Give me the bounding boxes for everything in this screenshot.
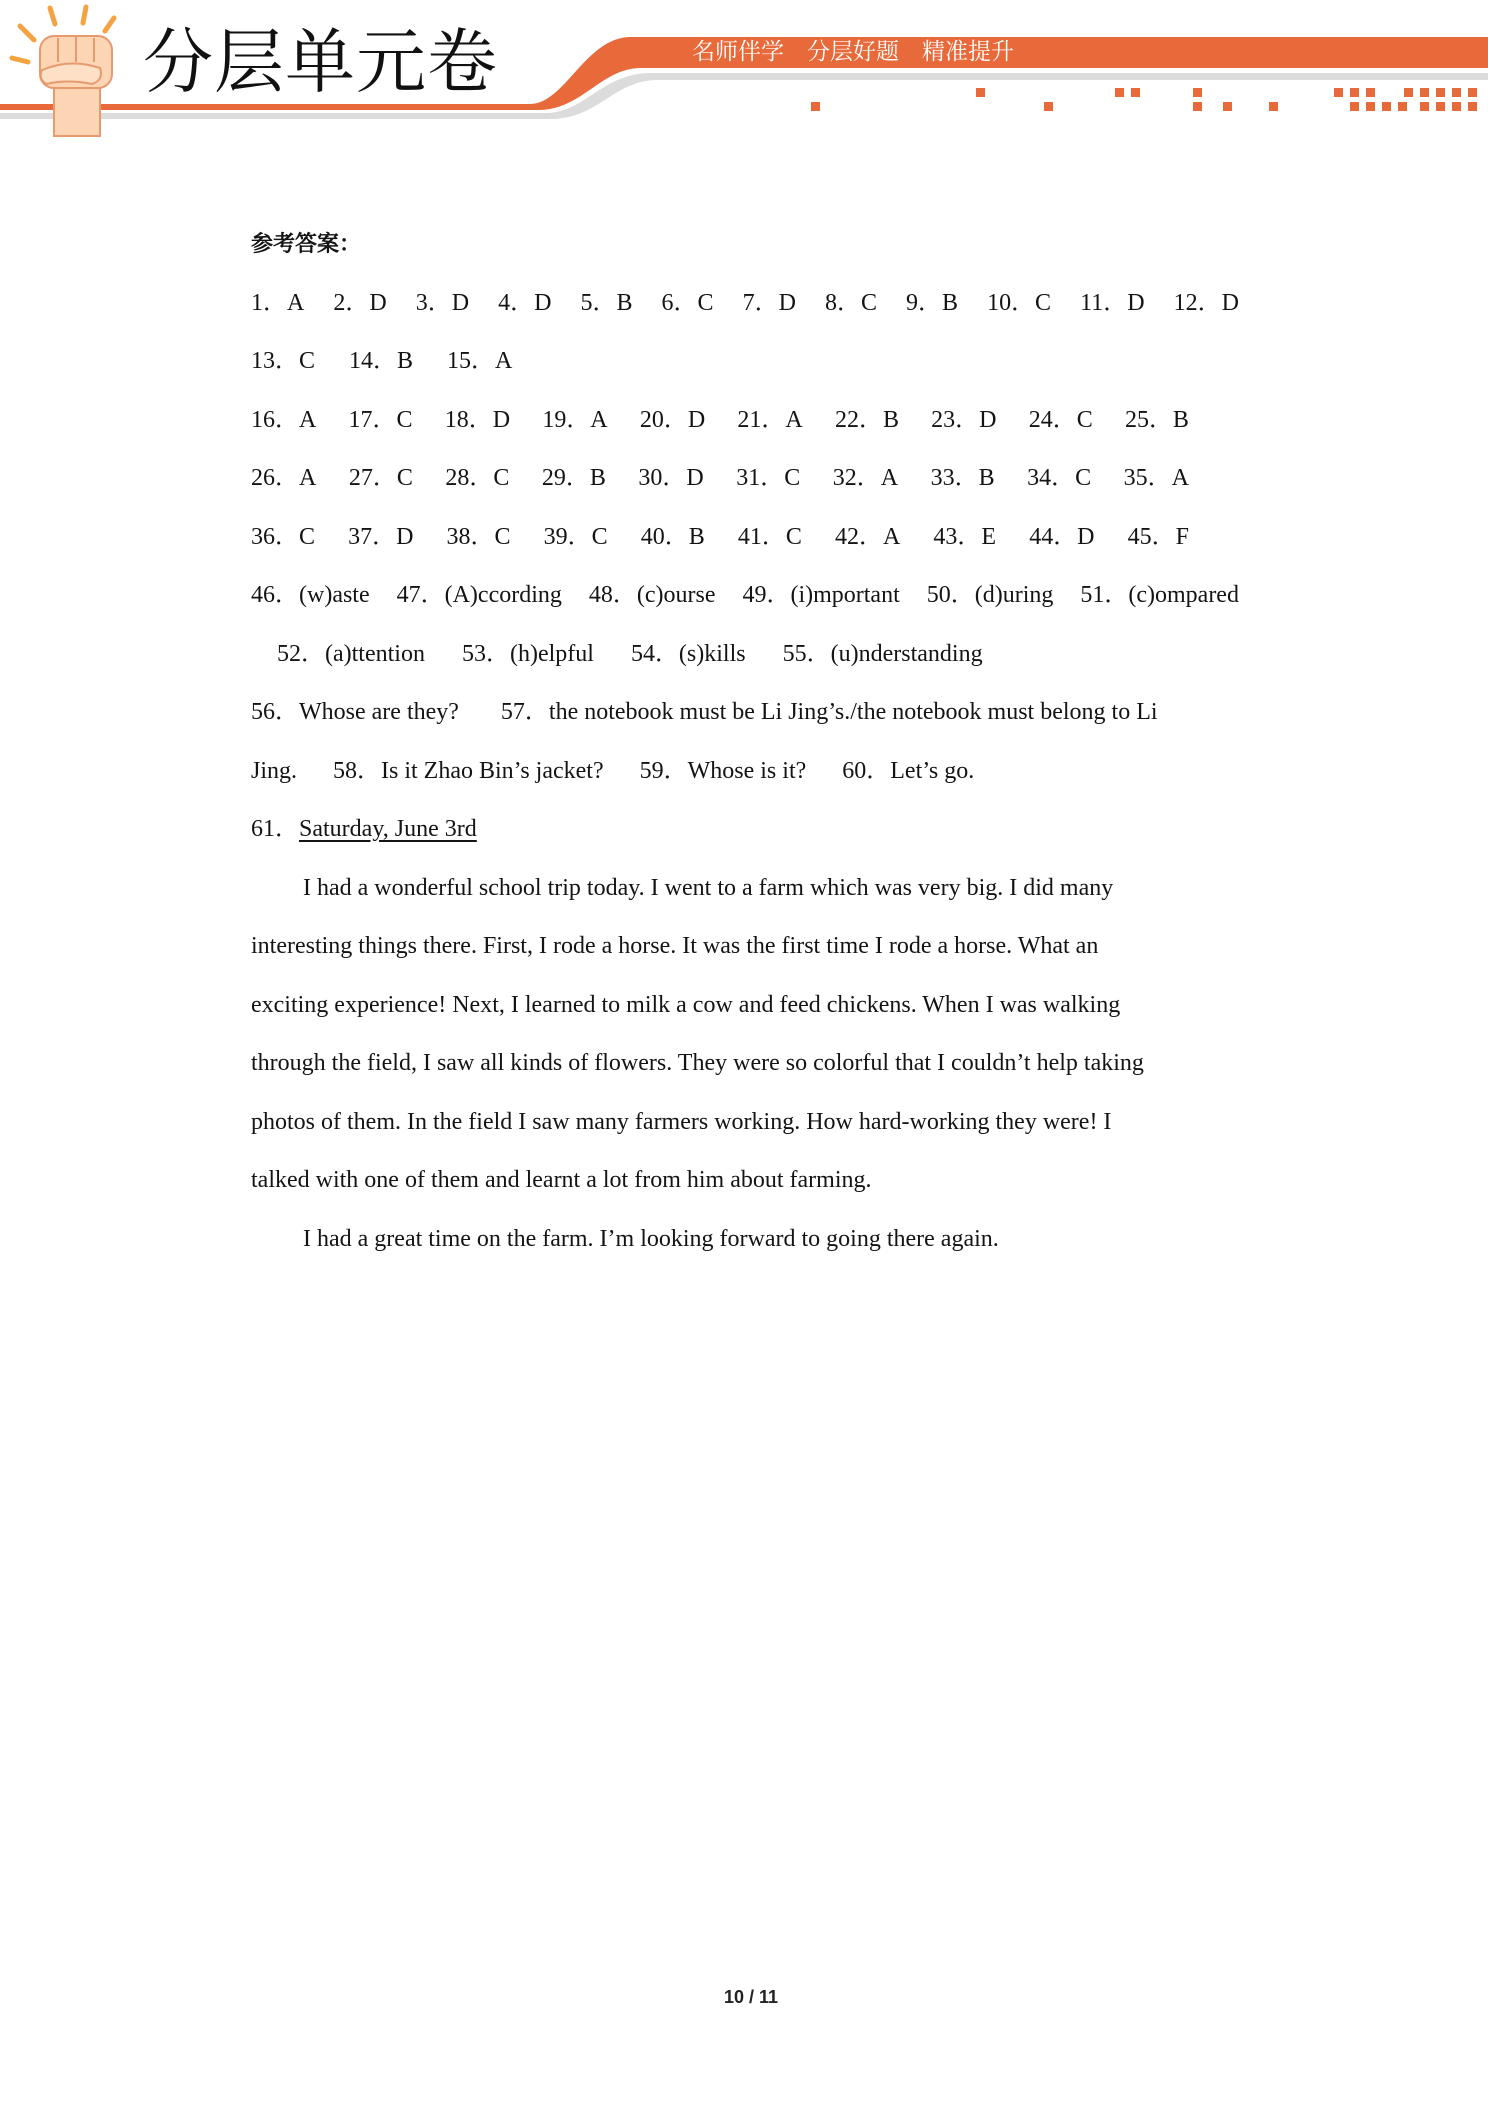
dot-square bbox=[1366, 88, 1375, 97]
essay-line: photos of them. In the field I saw many farmers working. How hard-working they were! I bbox=[251, 1108, 1112, 1135]
answer-row bbox=[251, 566, 1239, 625]
answer-row bbox=[251, 274, 1239, 333]
essay-paragraph bbox=[251, 859, 1261, 1210]
header-slogan: 名师伴学 分层好题 精准提升 bbox=[692, 39, 1014, 65]
answer-item: 22．B bbox=[834, 406, 899, 433]
answer-item: 53．(h)elpful bbox=[461, 640, 594, 667]
dot-square bbox=[976, 88, 985, 97]
answer-item: 37．D bbox=[348, 523, 414, 550]
answer-item: 59．Whose is it? bbox=[639, 757, 807, 784]
answer-item: 51．(c)ompared bbox=[1080, 582, 1239, 608]
answer-item: 32．A bbox=[832, 465, 899, 491]
essay-line: I had a wonderful school trip today. I went to a farm which was very big. I did many bbox=[303, 874, 1114, 901]
ray-mark bbox=[83, 7, 86, 23]
essay-number: 61． bbox=[251, 816, 299, 842]
answer-item: 55．(u)nderstanding bbox=[782, 640, 983, 667]
dot-square bbox=[1452, 88, 1461, 97]
ray-mark bbox=[50, 8, 55, 24]
ray-mark bbox=[12, 58, 28, 62]
essay-heading bbox=[251, 800, 1261, 859]
dot-square bbox=[1334, 88, 1343, 97]
decorative-dots bbox=[811, 88, 1477, 111]
dot-square bbox=[1382, 102, 1391, 111]
answer-item: 28．C bbox=[445, 465, 510, 491]
answer-item: 47．(A)ccording bbox=[396, 582, 562, 608]
dot-square bbox=[1398, 102, 1407, 111]
header-title: 分层单元卷 bbox=[143, 21, 498, 103]
dot-square bbox=[1468, 88, 1477, 97]
answer-row bbox=[251, 508, 1189, 567]
dot-square bbox=[1468, 102, 1477, 111]
answer-item: 34．C bbox=[1027, 465, 1092, 491]
answer-item: 52．(a)ttention bbox=[277, 640, 425, 667]
answer-row bbox=[251, 449, 1189, 508]
essay-line: I had a great time on the farm. I’m looking forward to going there again. bbox=[303, 1225, 999, 1252]
dot-square bbox=[1131, 88, 1140, 97]
ray-mark bbox=[105, 18, 114, 31]
answer-item: 41．C bbox=[737, 523, 802, 550]
dot-square bbox=[1404, 88, 1413, 97]
dot-square bbox=[1436, 88, 1445, 97]
dot-square bbox=[811, 102, 820, 111]
answer-item: 44．D bbox=[1029, 523, 1095, 550]
answer-item: 20．D bbox=[639, 406, 706, 433]
dot-square bbox=[1420, 88, 1429, 97]
answer-item: 23．D bbox=[931, 406, 997, 433]
answer-item: 8．C bbox=[824, 289, 877, 316]
answer-item: 29．B bbox=[541, 465, 606, 491]
answer-item: 16．A bbox=[251, 406, 317, 433]
answer-row bbox=[251, 332, 1261, 391]
essay-paragraph bbox=[251, 1210, 1261, 1269]
answer-item: 46．(w)aste bbox=[251, 582, 370, 608]
answer-item: 35．A bbox=[1123, 465, 1189, 491]
fist-thumb bbox=[41, 63, 101, 84]
essay-line: interesting things there. First, I rode a horse. It was the first time I rode a horse. What an bbox=[251, 933, 1099, 959]
answer-item: 18．D bbox=[444, 406, 511, 433]
answer-item: 24．C bbox=[1028, 406, 1093, 433]
answer-item: 54．(s)kills bbox=[630, 640, 746, 667]
answer-item: 38．C bbox=[446, 523, 511, 550]
answer-item: 2．D bbox=[333, 289, 387, 316]
answer-key bbox=[251, 215, 1261, 1268]
answer-item: 21．A bbox=[737, 406, 803, 433]
dot-square bbox=[1223, 102, 1232, 111]
essay-line: exciting experience! Next, I learned to milk a cow and feed chickens. When I was walking bbox=[251, 991, 1121, 1018]
answer-item: 36．C bbox=[251, 523, 316, 550]
page-number: 10 / 11 bbox=[723, 1987, 779, 2007]
answer-item: 56．Whose are they? bbox=[251, 699, 459, 725]
ray-mark bbox=[20, 26, 34, 40]
answer-item: 48．(c)ourse bbox=[588, 582, 716, 608]
answer-item: 50．(d)uring bbox=[926, 582, 1054, 608]
answer-item: 42．A bbox=[834, 523, 901, 550]
dot-square bbox=[1269, 102, 1278, 111]
dot-square bbox=[1436, 102, 1445, 111]
answer-heading: 参考答案： bbox=[251, 231, 362, 257]
answer-item: 45．F bbox=[1127, 523, 1189, 550]
essay-title: Saturday, June 3rd bbox=[299, 816, 477, 842]
dot-square bbox=[1193, 102, 1202, 111]
answer-item: 12．D bbox=[1173, 289, 1239, 316]
dot-square bbox=[1350, 102, 1359, 111]
fist-wrist bbox=[54, 82, 100, 136]
dot-square bbox=[1420, 102, 1429, 111]
answer-item: 57．the notebook must be Li Jing’s./the notebook must belong to Li bbox=[500, 699, 1158, 725]
answer-item: 9．B bbox=[906, 289, 959, 316]
answer-item: 13．C bbox=[251, 348, 316, 374]
answer-item: 40．B bbox=[640, 523, 705, 550]
answer-item: 15．A bbox=[447, 348, 513, 374]
answer-item: 43．E bbox=[933, 523, 997, 550]
answer-item: 11．D bbox=[1080, 289, 1145, 316]
essay-line: talked with one of them and learnt a lot from him about farming. bbox=[251, 1167, 872, 1193]
dot-square bbox=[1366, 102, 1375, 111]
answer-item: 49．(i)mportant bbox=[742, 582, 900, 608]
dot-square bbox=[1115, 88, 1124, 97]
answer-row bbox=[251, 742, 1261, 801]
answer-item: 26．A bbox=[251, 465, 317, 491]
answer-item: 27．C bbox=[348, 465, 413, 491]
answer-item: 17．C bbox=[348, 406, 413, 433]
answer-item: 7．D bbox=[742, 289, 796, 316]
answer-item: 14．B bbox=[349, 348, 414, 374]
dot-square bbox=[1452, 102, 1461, 111]
answer-item: 1．A bbox=[251, 289, 305, 316]
dot-square bbox=[1350, 88, 1359, 97]
answer-item: 19．A bbox=[542, 406, 608, 433]
answer-item: 6．C bbox=[661, 289, 714, 316]
answer-item: 4．D bbox=[498, 289, 552, 316]
page-header bbox=[0, 0, 1488, 140]
dot-square bbox=[1193, 88, 1202, 97]
answer-item: 33．B bbox=[930, 465, 995, 491]
dot-square bbox=[1044, 102, 1053, 111]
answer-row bbox=[277, 625, 1261, 684]
answer-item: 39．C bbox=[543, 523, 608, 550]
answer-item: 3．D bbox=[415, 289, 470, 316]
answer-item: 58．Is it Zhao Bin’s jacket? bbox=[333, 757, 604, 784]
answer-item: 60．Let’s go. bbox=[842, 757, 975, 784]
answer-row bbox=[251, 683, 1261, 742]
answer-item: 5．B bbox=[580, 289, 633, 316]
answer-item: 31．C bbox=[736, 465, 801, 491]
answer-item: 30．D bbox=[638, 465, 704, 491]
answer-item: 25．B bbox=[1124, 406, 1189, 433]
answer-row bbox=[251, 391, 1189, 450]
essay-line: through the field, I saw all kinds of flowers. They were so colorful that I couldn’t help taking bbox=[251, 1050, 1144, 1076]
answer-item: Jing. bbox=[251, 757, 298, 784]
answer-item: 10．C bbox=[987, 289, 1052, 316]
